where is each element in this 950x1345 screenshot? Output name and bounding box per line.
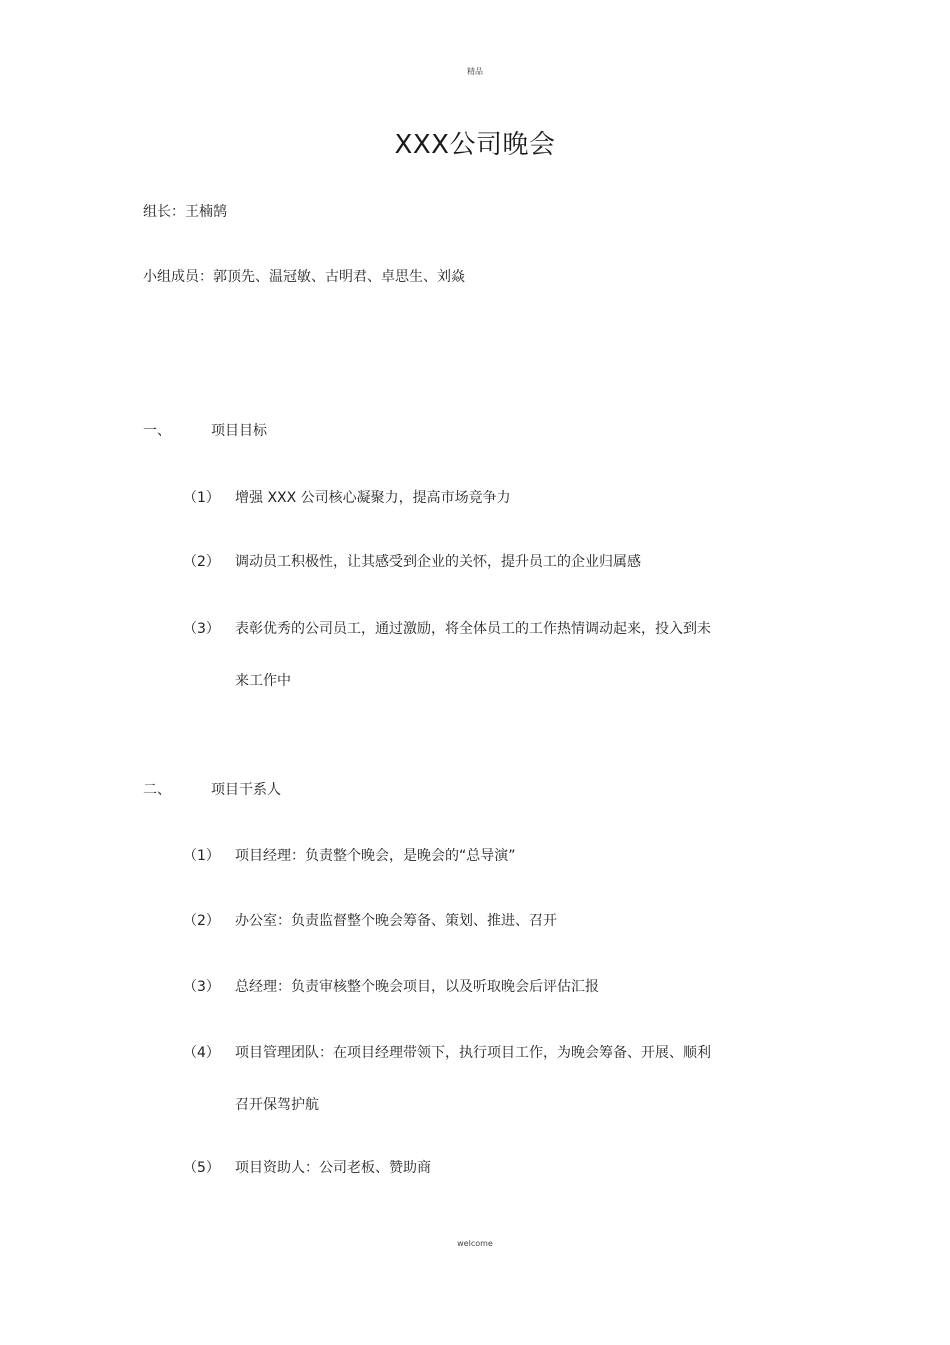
section2-heading: 项目干系人 xyxy=(211,782,281,798)
section2-item4-number: （4） xyxy=(183,1045,220,1061)
members-line: 小组成员：郭顶先、温冠敏、古明君、卓思生、刘焱 xyxy=(143,269,465,285)
section2-item4-continuation: 召开保驾护航 xyxy=(235,1097,319,1113)
document-title: XXX公司晚会 xyxy=(394,130,556,160)
section1-number: 一、 xyxy=(143,423,171,439)
section2-item1-text: 项目经理：负责整个晚会，是晚会的“总导演” xyxy=(235,848,516,864)
section1-item1-number: （1） xyxy=(183,490,220,506)
section2-item3-text: 总经理：负责审核整个晚会项目，以及听取晚会后评估汇报 xyxy=(235,979,599,995)
section2-item5-number: （5） xyxy=(183,1160,220,1176)
footer-watermark: welcome xyxy=(457,1239,493,1248)
leader-line: 组长：王楠鹄 xyxy=(143,204,227,220)
section2-item3-number: （3） xyxy=(183,979,220,995)
section2-item1-number: （1） xyxy=(183,848,220,864)
section1-heading: 项目目标 xyxy=(211,423,267,439)
section2-item2-number: （2） xyxy=(183,913,220,929)
section2-item5-text: 项目资助人：公司老板、赞助商 xyxy=(235,1160,431,1176)
section2-item4-text: 项目管理团队：在项目经理带领下，执行项目工作，为晚会筹备、开展、顺利 xyxy=(235,1045,711,1061)
section2-item2-text: 办公室：负责监督整个晚会筹备、策划、推进、召开 xyxy=(235,913,557,929)
header-watermark: 精品 xyxy=(467,67,483,76)
section2-number: 二、 xyxy=(143,782,171,798)
section1-item3-continuation: 来工作中 xyxy=(235,673,291,689)
section1-item3-number: （3） xyxy=(183,621,220,637)
section1-item1-text: 增强 XXX 公司核心凝聚力，提高市场竞争力 xyxy=(235,490,511,506)
section1-item2-text: 调动员工积极性，让其感受到企业的关怀，提升员工的企业归属感 xyxy=(235,554,641,570)
section1-item2-number: （2） xyxy=(183,554,220,570)
section1-item3-text: 表彰优秀的公司员工，通过激励，将全体员工的工作热情调动起来，投入到未 xyxy=(235,621,711,637)
